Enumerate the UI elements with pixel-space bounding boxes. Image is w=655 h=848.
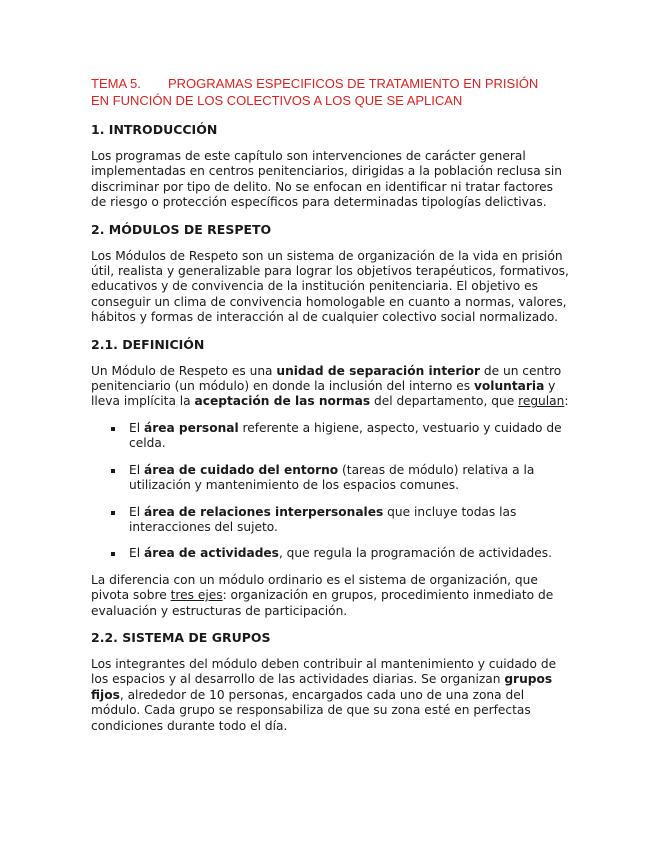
heading-introduccion: 1. INTRODUCCIÓN [91, 122, 218, 137]
square-bullet-icon [111, 427, 115, 431]
text-run: que incluye todas las interacciones del sujeto. [129, 504, 517, 534]
text-run: Un Módulo de Respeto es una [91, 363, 277, 378]
text-run: (tareas de módulo) relativa a la utilización y mantenimiento de los espacios comunes. [129, 462, 535, 493]
bold-run: área personal [143, 420, 239, 435]
text-run: , alrededor de 10 personas, encargados cada uno de una zona del módulo. Cada grupo se responsabiliza de que su zona esté en perfectas condiciones durante todo el día. [91, 687, 531, 733]
paragraph-introduccion: Los programas de este capítulo son intervenciones de carácter general implementadas en centros penitenciarios, dirigidas a la población reclusa sin discriminar por tipo de delito. No se enfocan en identificar ni tratar factores de riesgo o protección específicos para determinadas tipologías delictivas. [91, 149, 562, 210]
text-run: del departamento, que [370, 394, 519, 409]
text-run: El [129, 504, 144, 519]
bold-run: aceptación de las normas [194, 394, 371, 409]
paragraph-tres-ejes [91, 573, 571, 619]
text-run: referente a higiene, aspecto, vestuario y cuidado de celda. [129, 420, 562, 451]
text-run: , que regula la programación de actividades. [278, 546, 553, 561]
text-run: El [129, 546, 144, 561]
text-run: y lleva implícita la [91, 379, 556, 409]
bold-run: grupos fijos [91, 672, 553, 702]
bold-run: área de actividades [143, 546, 279, 561]
text-run: La diferencia con un módulo ordinario es el sistema de organización, que pivota sobre [91, 572, 538, 603]
bold-run: área de cuidado del entorno [143, 462, 339, 477]
square-bullet-icon [111, 469, 115, 473]
list-item [91, 505, 571, 536]
bullet-list-areas [91, 421, 571, 562]
title-line-1: PROGRAMAS ESPECIFICOS DE TRATAMIENTO EN PRISIÓN [168, 76, 539, 91]
square-bullet-icon [111, 511, 115, 515]
underlined-run: regulan [518, 394, 565, 409]
text-run: Los integrantes del módulo deben contribuir al mantenimiento y cuidado de los espacios y al desarrollo de las actividades diarias. Se organizan [91, 656, 557, 687]
text-run: de un centro penitenciario (un módulo) en donde la inclusión del interno es [91, 363, 562, 394]
title-line-2: EN FUNCIÓN DE LOS COLECTIVOS A LOS QUE SE APLICAN [91, 92, 463, 108]
text-run: El [129, 462, 144, 477]
list-item [91, 421, 571, 452]
list-item [91, 463, 571, 494]
heading-sistema-grupos: 2.2. SISTEMA DE GRUPOS [91, 629, 271, 645]
underlined-run: tres ejes [170, 588, 223, 603]
document-title [91, 76, 571, 109]
text-run: El [129, 420, 144, 435]
title-number: TEMA 5. [91, 76, 141, 91]
square-bullet-icon [111, 552, 115, 556]
document-content [91, 76, 571, 745]
paragraph-definicion [91, 364, 571, 410]
paragraph-sistema-grupos [91, 657, 571, 734]
list-item [91, 546, 571, 561]
heading-modulos-respeto: 2. MÓDULOS DE RESPETO [91, 221, 272, 237]
paragraph-modulos-respeto: Los Módulos de Respeto son un sistema de organización de la vida en prisión útil, realista y generalizable para lograr los objetivos terapéuticos, formativos, educativos y de convivencia de la institución penitenciaria. El objetivo es conseguir un clima de convivencia homologable en cuanto a normas, valores, hábitos y formas de interacción al de cualquier colectivo social normalizado. [91, 248, 569, 325]
bold-run: unidad de separación interior [276, 363, 480, 378]
heading-definicion: 2.1. DEFINICIÓN [91, 336, 205, 352]
text-run: : [564, 394, 569, 409]
bold-run: voluntaria [473, 379, 545, 394]
bold-run: área de relaciones interpersonales [143, 504, 384, 519]
text-run: : organización en grupos, procedimiento inmediato de evaluación y estructuras de participación. [91, 588, 554, 618]
